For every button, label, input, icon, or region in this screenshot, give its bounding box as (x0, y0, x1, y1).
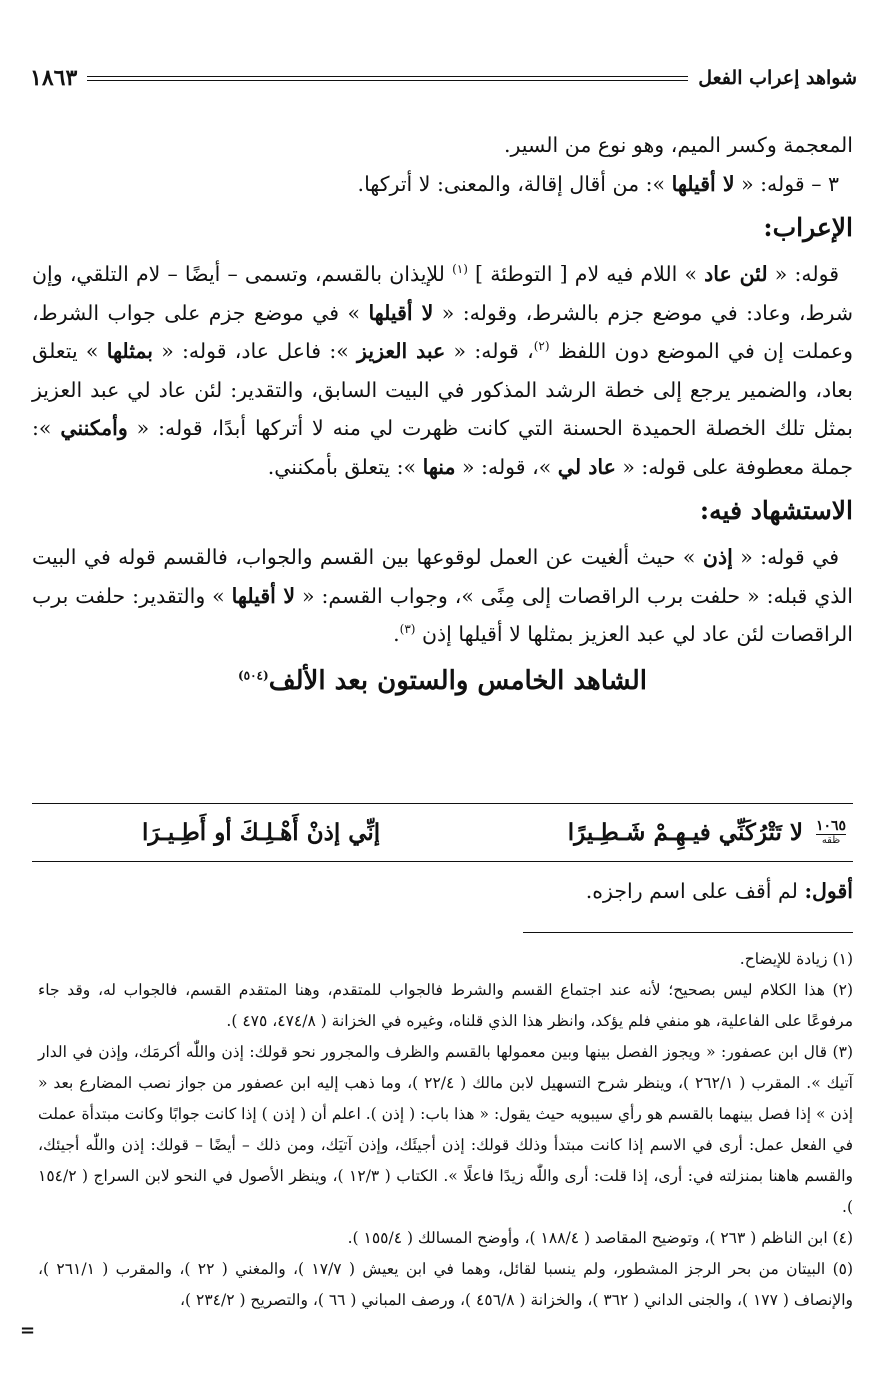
text-segment: »: فاعل عاد، قوله: « (152, 339, 358, 363)
text-segment: » حيث ألغيت عن العمل لوقوعها بين القسم والجواب، فالقسم قوله في البيت الذي قبله: « حلفت برب الراقصات إلى مِنًى »، وجواب القسم: « (32, 545, 853, 608)
text-segment: »: من أقال إقالة، والمعنى: لا أتركها. (357, 171, 672, 196)
continuation-mark: = (20, 1320, 36, 1341)
text-segment: لم أقف على اسم راجزه. (585, 879, 805, 903)
bold-term: منها (422, 454, 456, 479)
page-number: ١٨٦٣ (30, 65, 78, 91)
text-segment: » يتعلق بعاد، والضمير يرجع إلى خطة الرشد المذكور في البيت السابق، والتقدير: لئن عاد لي عبد العزيز بمثل تلك الخصلة الحميدة الحسنة التي كانت ظهرت لي منه لا أتركها أبدًا، قوله: « (32, 339, 853, 440)
verse-number (809, 818, 853, 847)
verse-box (32, 803, 853, 862)
intro-line-2 (32, 165, 853, 204)
text-segment: » في موضع جزم على جواب الشرط، وعملت إن في الموضع دون اللفظ (32, 300, 853, 363)
witness-title-text: الشاهد الخامس والستون بعد الألف (268, 665, 648, 696)
text-segment: ، قوله: « (445, 339, 534, 363)
bold-term: إذن (702, 545, 733, 569)
text-segment: »: يتعلق بأمكنني. (267, 454, 423, 479)
verse-second-hemistich: إنِّي إذنْ أَهْـلِـكَ أو أَطِـيـرَا (142, 819, 381, 846)
footnotes (38, 944, 853, 1316)
footnote-2: (٢) هذا الكلام ليس بصحيح؛ لأنه عند اجتماع القسم والشرط فالجواب للمتقدم، وهنا المتقدم القسم، فالجواب له، وقد جاء مرفوعًا على الفاعلية، هو منفي فلم يؤكد، وانظر هذا الذي قلناه، وغيره في الخزانة ( ٤٧٤/٨، ٤٧٥ ). (38, 981, 853, 1030)
witness-title (32, 656, 853, 706)
footnote-1: (١) زيادة للإيضاح. (739, 950, 853, 968)
i3rab-heading: الإعراب: (763, 213, 853, 242)
text-segment: »: جملة معطوفة على قوله: « (32, 416, 853, 479)
footnote-3: (٣) قال ابن عصفور: « ويجوز الفصل بينها وبين معمولها بالقسم والظرف والمجرور نحو قولك: إذن واللّٰه أكرمَك، وإذن في الدار آتيك ». المقرب ( ٢٦٢/١ )، وينظر شرح التسهيل لابن مالك ( ٢٢/٤ )، وما ذهب إليه ابن عصفور من جواز نصب المضارع بعد « إذن » إذا فصل بينهما بالقسم هو رأي سيبويه حيث يقول: « هذا باب: ( إذن ). اعلم أن ( إذن ) إذا كانت جوابًا وكانت مبتدأة عملت في الفعل عمل: أرى في الاسم إذا كانت مبتدأ وذلك قولك: إذن أجيئَك، وإذن آتيَك، ومن ذلك – أيضًا – قولك: إذن واللّٰه أجيئك، والقسم هاهنا بمنزلته في: أرى، إذا قلت: أرى واللّٰه زيدًا فاعلًا ». الكتاب ( ١٢/٣ )، وينظر الأصول في النحو لابن السراج ( ١٥٤/٢ ). (38, 1043, 853, 1216)
footnote-ref[interactable]: (٣) (399, 622, 416, 637)
footnote-4: (٤) ابن الناظم ( ٢٦٣ )، وتوضيح المقاصد ( ١٨٨/٤ )، وأوضح المسالك ( ١٥٥/٤ ). (347, 1229, 853, 1247)
text-segment: » اللام فيه لام [ التوطئة ] (467, 262, 705, 286)
text-segment: » والتقدير: حلفت برب الراقصات لئن عاد لي عبد العزيز بمثلها لا أقيلها إذن (32, 583, 853, 646)
istishhad-heading: الاستشهاد فيه: (699, 496, 853, 525)
text-segment: »، قوله: « (455, 454, 558, 479)
footnote-ref[interactable]: (٥٠٤) (237, 667, 269, 682)
bold-term: وأمكنني (60, 416, 128, 440)
bold-term: لئن عاد (704, 262, 768, 286)
main-text (32, 126, 853, 706)
bold-term: أقول: (804, 879, 853, 903)
text-segment: في قوله: « (732, 545, 839, 569)
bold-term: عاد لي (557, 454, 616, 479)
bold-term: عبد العزيز (357, 339, 446, 363)
verse-first-hemistich: لا تَتْرُكَنِّي فيـهِـمْ شَـطِـيرًا (567, 819, 803, 846)
bold-term: بمثلها (106, 339, 153, 363)
text-segment: . (393, 622, 400, 646)
intro-line-1: المعجمة وكسر الميم، وهو نوع من السير. (503, 133, 853, 157)
bold-term: لا أقيلها (231, 583, 296, 608)
text-segment: للإيذان بالقسم، وتسمى – أيضًا – لام التلقي، وإن شرط، وعاد: في موضع جزم بالشرط، وقوله: « (32, 262, 853, 325)
running-title: شواهد إعراب الفعل (698, 67, 857, 89)
running-header (30, 58, 857, 98)
bold-term: لا أقيلها (368, 300, 434, 325)
verse-number-value: ١٠٦٥ (815, 818, 847, 834)
author-note (32, 872, 853, 910)
footnote-separator (523, 932, 853, 933)
istishhad-paragraph (32, 538, 853, 654)
footnote-ref[interactable]: (١) (452, 262, 468, 277)
bold-term: لا أقيلها (671, 171, 735, 196)
verse-number-unit: ظقه (821, 835, 841, 846)
header-rule (87, 76, 688, 81)
footnote-ref[interactable]: (٢) (533, 339, 550, 354)
text-segment: ٣ – قوله: « (734, 171, 839, 196)
footnote-5: (٥) البيتان من بحر الرجز المشطور، ولم ينسبا لقائل، وهما في ابن يعيش ( ١٧/٧ )، والمغني ( ٢٢ )، والمقرب ( ٢٦١/١ )، والإنصاف ( ١٧٧ )، والجنى الداني ( ٣٦٢ )، والخزانة ( ٤٥٦/٨ )، ورصف المباني ( ٦٦ )، والتصريح ( ٢٣٤/٢ )، (38, 1260, 854, 1309)
text-segment: قوله: « (767, 262, 840, 286)
i3rab-paragraph (32, 255, 853, 486)
